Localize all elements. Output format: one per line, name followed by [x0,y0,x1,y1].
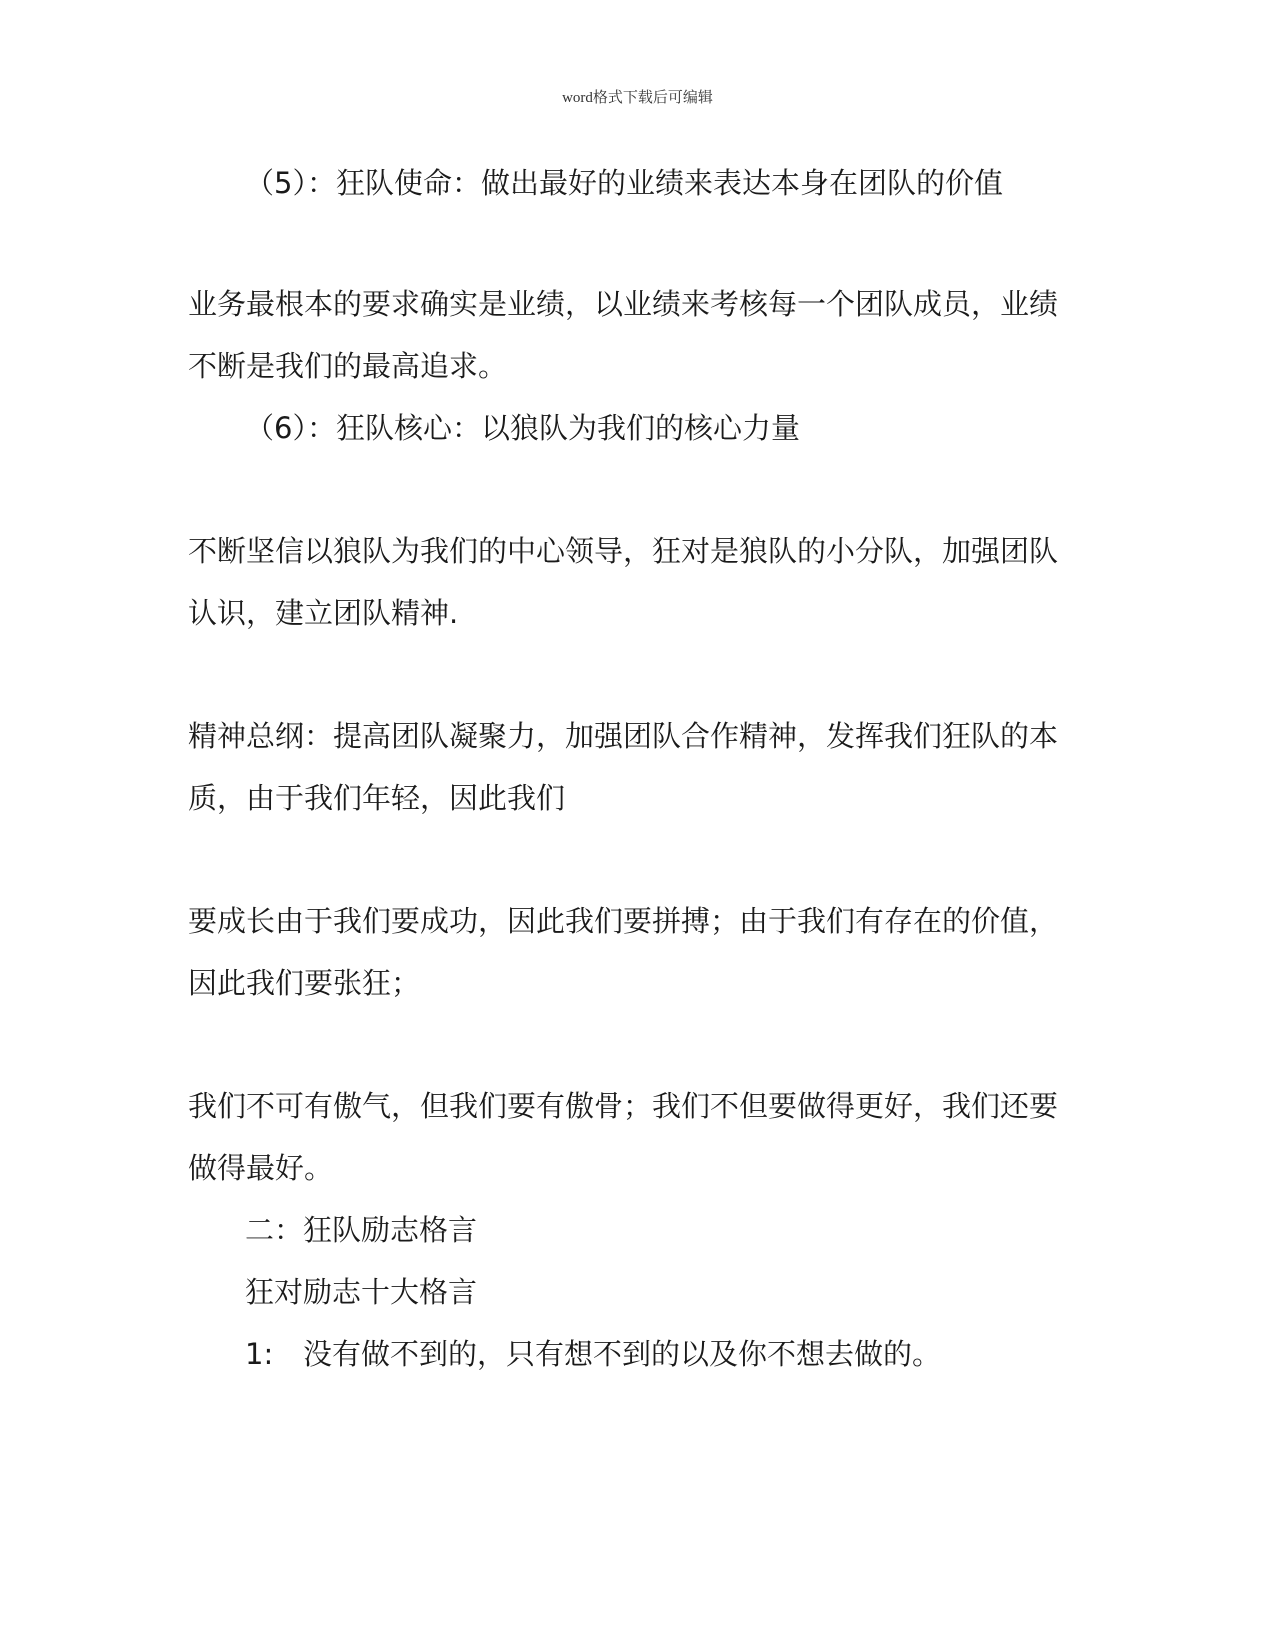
mission-heading: （5）：狂队使命：做出最好的业绩来表达本身在团队的价值 [245,166,1003,200]
subsection-heading: 狂对励志十大格言 [245,1275,478,1309]
list-item [245,1336,941,1372]
paragraph-line: 不断是我们的最高追求。 [188,349,508,383]
list-item-text: 没有做不到的，只有想不到的以及你不想去做的。 [303,1337,942,1371]
paragraph-line: 认识，建立团队精神. [188,596,459,630]
paragraph-line: 不断坚信以狼队为我们的中心领导，狂对是狼队的小分队，加强团队 [188,534,1059,568]
page-header: word格式下载后可编辑 [562,90,713,106]
paragraph-line: 要成长由于我们要成功，因此我们要拼搏；由于我们有存在的价值， [188,904,1059,938]
paragraph-line: 因此我们要张狂； [188,966,421,1000]
paragraph-line: 做得最好。 [188,1151,334,1185]
paragraph-line: 业务最根本的要求确实是业绩，以业绩来考核每一个团队成员，业绩 [188,287,1059,321]
section-heading: 二：狂队励志格言 [245,1213,478,1247]
paragraph-line: 质，由于我们年轻，因此我们 [188,781,566,815]
core-heading: （6）：狂队核心：以狼队为我们的核心力量 [245,411,800,445]
list-item-number: 1: [245,1337,274,1371]
paragraph-line: 我们不可有傲气，但我们要有傲骨；我们不但要做得更好，我们还要 [188,1089,1059,1123]
paragraph-line: 精神总纲：提高团队凝聚力，加强团队合作精神，发挥我们狂队的本 [188,719,1059,753]
